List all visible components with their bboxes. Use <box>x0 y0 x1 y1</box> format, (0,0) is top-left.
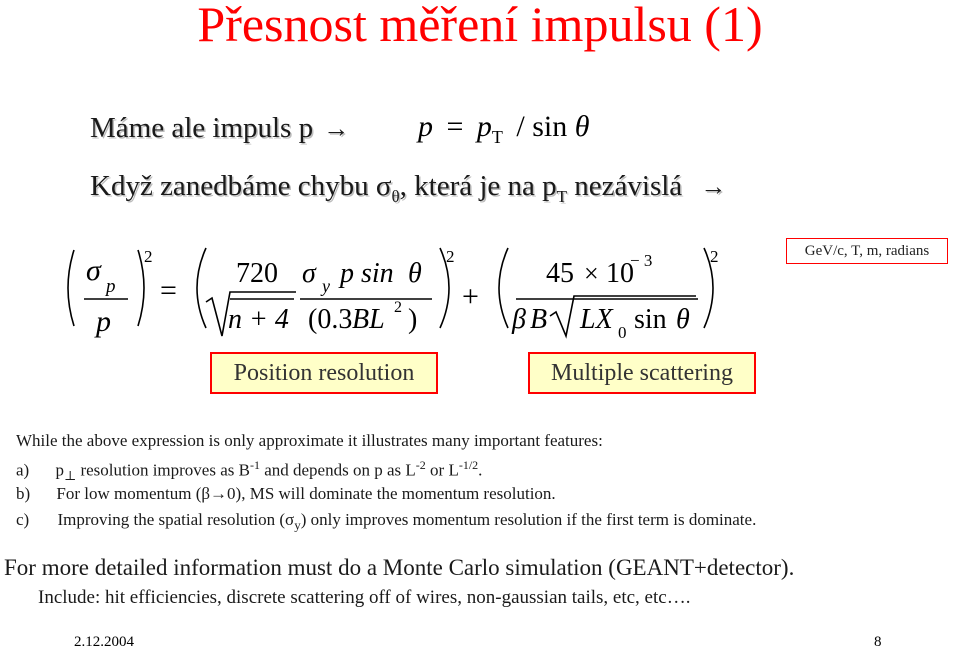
point-a-sup-2: -2 <box>415 458 426 472</box>
point-a-sup-3: -1/2 <box>458 458 479 472</box>
eq-theta-2: θ <box>676 304 690 335</box>
units-box: GeV/c, T, m, radians <box>786 238 948 264</box>
page-number: 8 <box>874 634 882 650</box>
neglect-sub-t: T <box>556 186 568 206</box>
eq-equals: = <box>160 274 177 307</box>
eq-minus3: − 3 <box>630 251 653 270</box>
point-a <box>16 458 482 484</box>
eq-sigma-sub-p: p <box>106 276 116 297</box>
eq-sin: sin <box>634 304 667 335</box>
point-a-text-4: . <box>478 460 483 480</box>
eq-10: 10 <box>606 258 634 289</box>
eq-sq-1: 2 <box>144 247 153 266</box>
point-b <box>16 484 556 504</box>
eq-theta-1: θ <box>408 258 422 289</box>
point-a-perp: ⊥ <box>63 468 77 484</box>
eq-times: × <box>584 259 599 288</box>
point-b-text: For low momentum (β→0), MS will dominate the momentum resolution. <box>56 484 556 503</box>
point-a-p: p <box>55 460 64 480</box>
neglect-text-3: nezávislá <box>567 170 683 202</box>
eq-plus: + <box>462 280 479 313</box>
eq-bl: BL <box>352 304 385 335</box>
formula-sin: / sin <box>516 110 568 143</box>
formula-equals: = <box>446 110 464 143</box>
eq-sq-3: 2 <box>710 247 719 266</box>
footer-date: 2.12.2004 <box>74 634 134 650</box>
eq-45: 45 <box>546 258 574 289</box>
formula-p: p <box>418 110 433 143</box>
formula-p-pt-sin <box>418 110 590 148</box>
point-c <box>16 510 756 533</box>
eq-lx: LX <box>580 304 613 335</box>
line-impulse <box>90 112 349 145</box>
eq-l-sq: 2 <box>394 299 402 316</box>
position-resolution-box: Position resolution <box>210 352 438 394</box>
neglect-sub-theta: θ <box>391 186 400 206</box>
neglect-text-2: , která je na p <box>399 170 557 202</box>
point-a-label: a) <box>16 460 30 480</box>
point-a-sup-1: -1 <box>249 458 260 472</box>
slide-title: Přesnost měření impulsu (1) <box>197 0 763 52</box>
point-c-text-1: Improving the spatial resolution (σ <box>57 510 295 529</box>
monte-carlo-text: For more detailed information must do a Monte Carlo simulation (GEANT+detector). <box>4 555 795 580</box>
eq-sigma: σ <box>86 254 101 287</box>
arrow-right-icon: → <box>323 114 350 143</box>
eq-sigma-y: σ <box>302 258 316 289</box>
eq-720: 720 <box>236 258 278 289</box>
eq-denom-left: (0.3 <box>308 304 353 335</box>
point-b-label: b) <box>16 484 31 503</box>
line-neglect <box>90 170 726 207</box>
eq-beta: β <box>512 304 526 335</box>
include-text: Include: hit efficiencies, discrete scattering off of wires, non-gaussian tails, etc, etc…. <box>38 587 691 608</box>
arrow-right-icon: → <box>700 172 727 201</box>
formula-theta: θ <box>574 110 590 143</box>
eq-p-sin: p sin <box>340 258 394 289</box>
point-a-text-2: and depends on p as L <box>259 460 416 480</box>
eq-sigma-y-sub: y <box>322 276 330 296</box>
eq-denom-right: ) <box>408 304 418 335</box>
eq-p: p <box>96 305 111 338</box>
point-a-text-1: resolution improves as B <box>76 460 250 480</box>
formula-pt: p <box>476 110 492 143</box>
formula-pt-sub: T <box>491 127 503 147</box>
eq-sq-2: 2 <box>446 247 455 266</box>
eq-zero: 0 <box>618 323 627 342</box>
intro-text: While the above expression is only approximate it illustrates many important features: <box>16 431 603 450</box>
point-c-label: c) <box>16 510 30 529</box>
multiple-scattering-box: Multiple scattering <box>528 352 756 394</box>
impulse-text: Máme ale impuls p <box>90 112 314 144</box>
point-a-text-3: or L <box>425 460 459 480</box>
point-c-text-2: ) only improves momentum resolution if the first term is dominate. <box>300 510 757 529</box>
point-c-sub: y <box>294 517 301 533</box>
eq-b: B <box>530 304 548 335</box>
eq-n-plus-4: n + 4 <box>228 304 289 335</box>
neglect-text-1: Když zanedbáme chybu σ <box>90 170 392 202</box>
